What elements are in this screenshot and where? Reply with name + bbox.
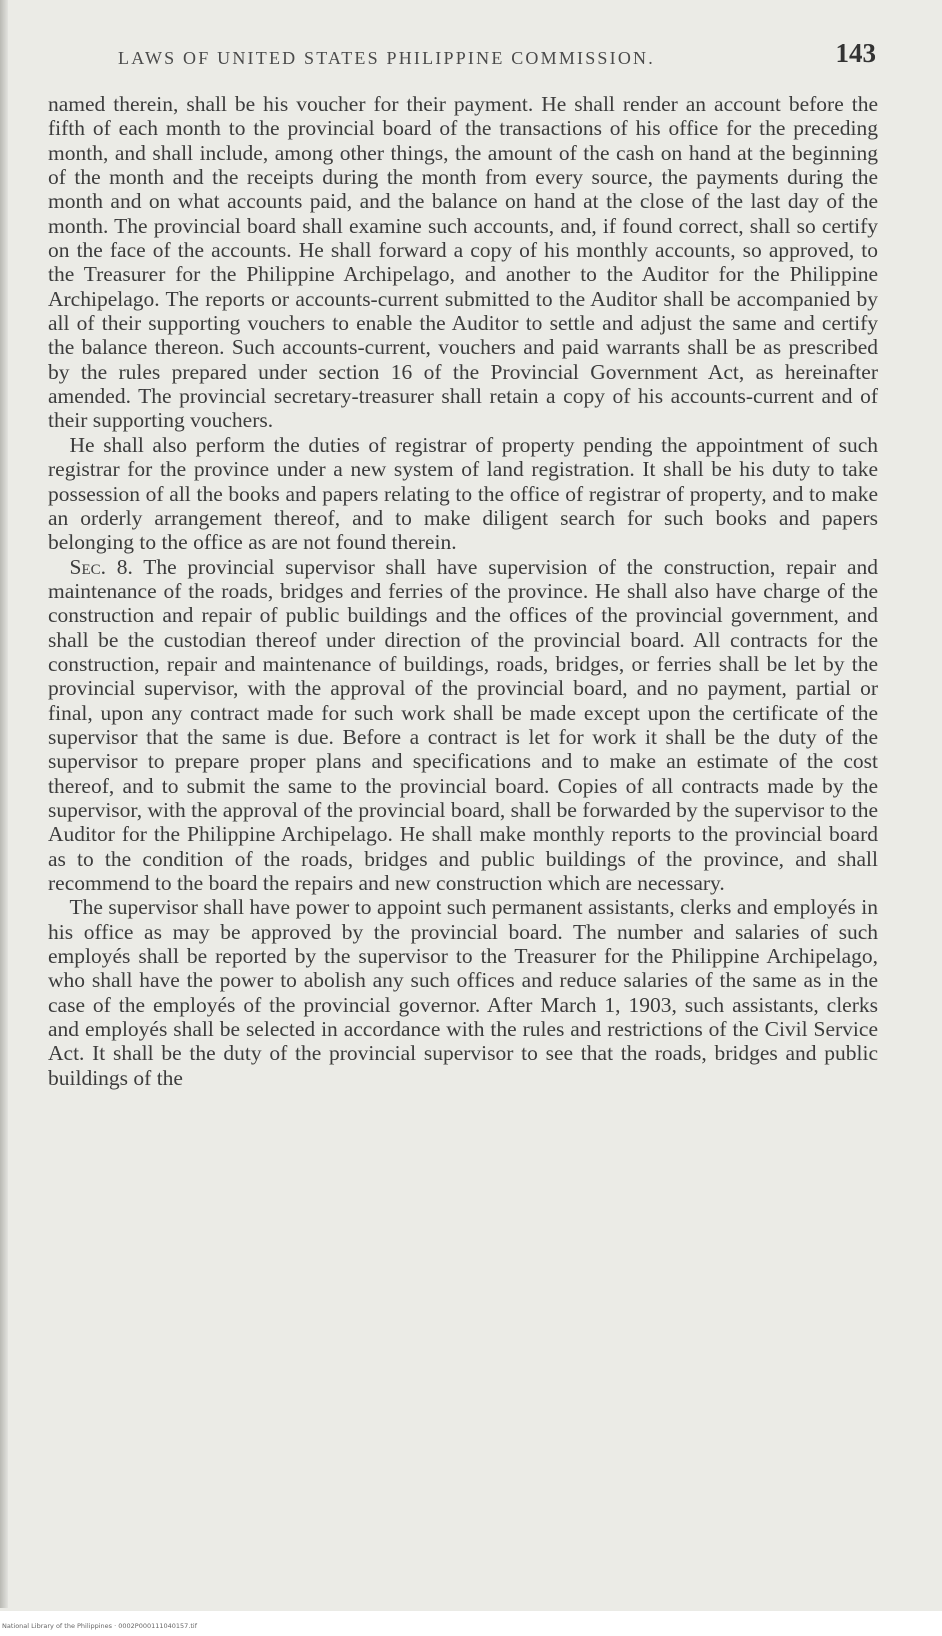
section-number: Sec. 8. [69,554,133,579]
paragraph-2-text: He shall also perform the duties of registrar of property pending the appointment of such registrar for the province under a new system of land registration. It shall be his duty to take possession of all the books and papers relating to the office of registrar of property, and to make an orderly arrangement thereof, and to make diligent search for such books and papers belonging to the office as are not found therein. [48,432,878,555]
page-number: 143 [835,38,876,68]
paragraph-3-text: The provincial supervisor shall have supervision of the construction, repair and maintenance of the roads, bridges and ferries of the province. He shall also have charge of the construction and repair of public buildings and the offices of the provincial government, and shall be the custodian thereof under direction of the provincial board. All contracts for the construction, repair and maintenance of buildings, roads, bridges, or ferries shall be let by the provincial supervisor, with the approval of the provincial board, and no payment, partial or final, upon any contract made for such work shall be made except upon the certificate of the supervisor that the same is due. Before a contract is let for work it shall be the duty of the supervisor to prepare proper plans and specifications and to make an estimate of the cost thereof, and to submit the same to the provincial board. Copies of all contracts made by the supervisor, with the approval of the provincial board, shall be forwarded by the supervisor to the Auditor for the Philippine Archipelago. He shall make monthly reports to the provincial board as to the condition of the roads, bridges and public buildings of the province, and shall recommend to the board the repairs and new construction which are necessary. [48,554,878,895]
paragraph-2 [48,433,878,555]
paragraph-4 [48,895,878,1090]
page-header [118,38,876,74]
paragraph-4-text: The supervisor shall have power to appoint such permanent assistants, clerks and employés in his office as may be approved by the provincial board. The number and salaries of such employés shall be reported by the supervisor to the Treasurer for the Philippine Archipelago, who shall have the power to abolish any such offices and reduce salaries of the same as in the case of the employés of the provincial governor. After March 1, 1903, such assistants, clerks and employés shall be selected in accordance with the rules and restrictions of the Civil Service Act. It shall be the duty of the provincial supervisor to see that the roads, bridges and public buildings of the [48,895,878,1090]
body-text [48,92,878,1090]
binding-shadow [0,0,8,1608]
paragraph-3 [48,555,878,896]
paragraph-1: named therein, shall be his voucher for their payment. He shall render an account before the fifth of each month to the provincial board of the transactions of his office for the preceding month, and shall include, among other things, the amount of the cash on hand at the beginning of the month and the receipts during the month from every source, the payments during the month and on what accounts paid, and the balance on hand at the close of the last day of the month. The provincial board shall examine such accounts, and, if found correct, shall so certify on the face of the accounts. He shall forward a copy of his monthly accounts, so approved, to the Treasurer for the Philippine Archipelago, and another to the Auditor for the Philippine Archipelago. The reports or accounts-current submitted to the Auditor shall be accompanied by all of their supporting vouchers to enable the Auditor to settle and adjust the same and certify the balance thereon. Such accounts-current, vouchers and paid warrants shall be as prescribed by the rules prepared under section 16 of the Provincial Government Act, as hereinafter amended. The provincial secretary-treasurer shall retain a copy of his accounts-current and of their supporting vouchers. [48,92,878,433]
running-head: LAWS OF UNITED STATES PHILIPPINE COMMISSION. [118,48,655,68]
scan-credit: National Library of the Philippines · 0002P000111040157.tif [2,1622,198,1630]
